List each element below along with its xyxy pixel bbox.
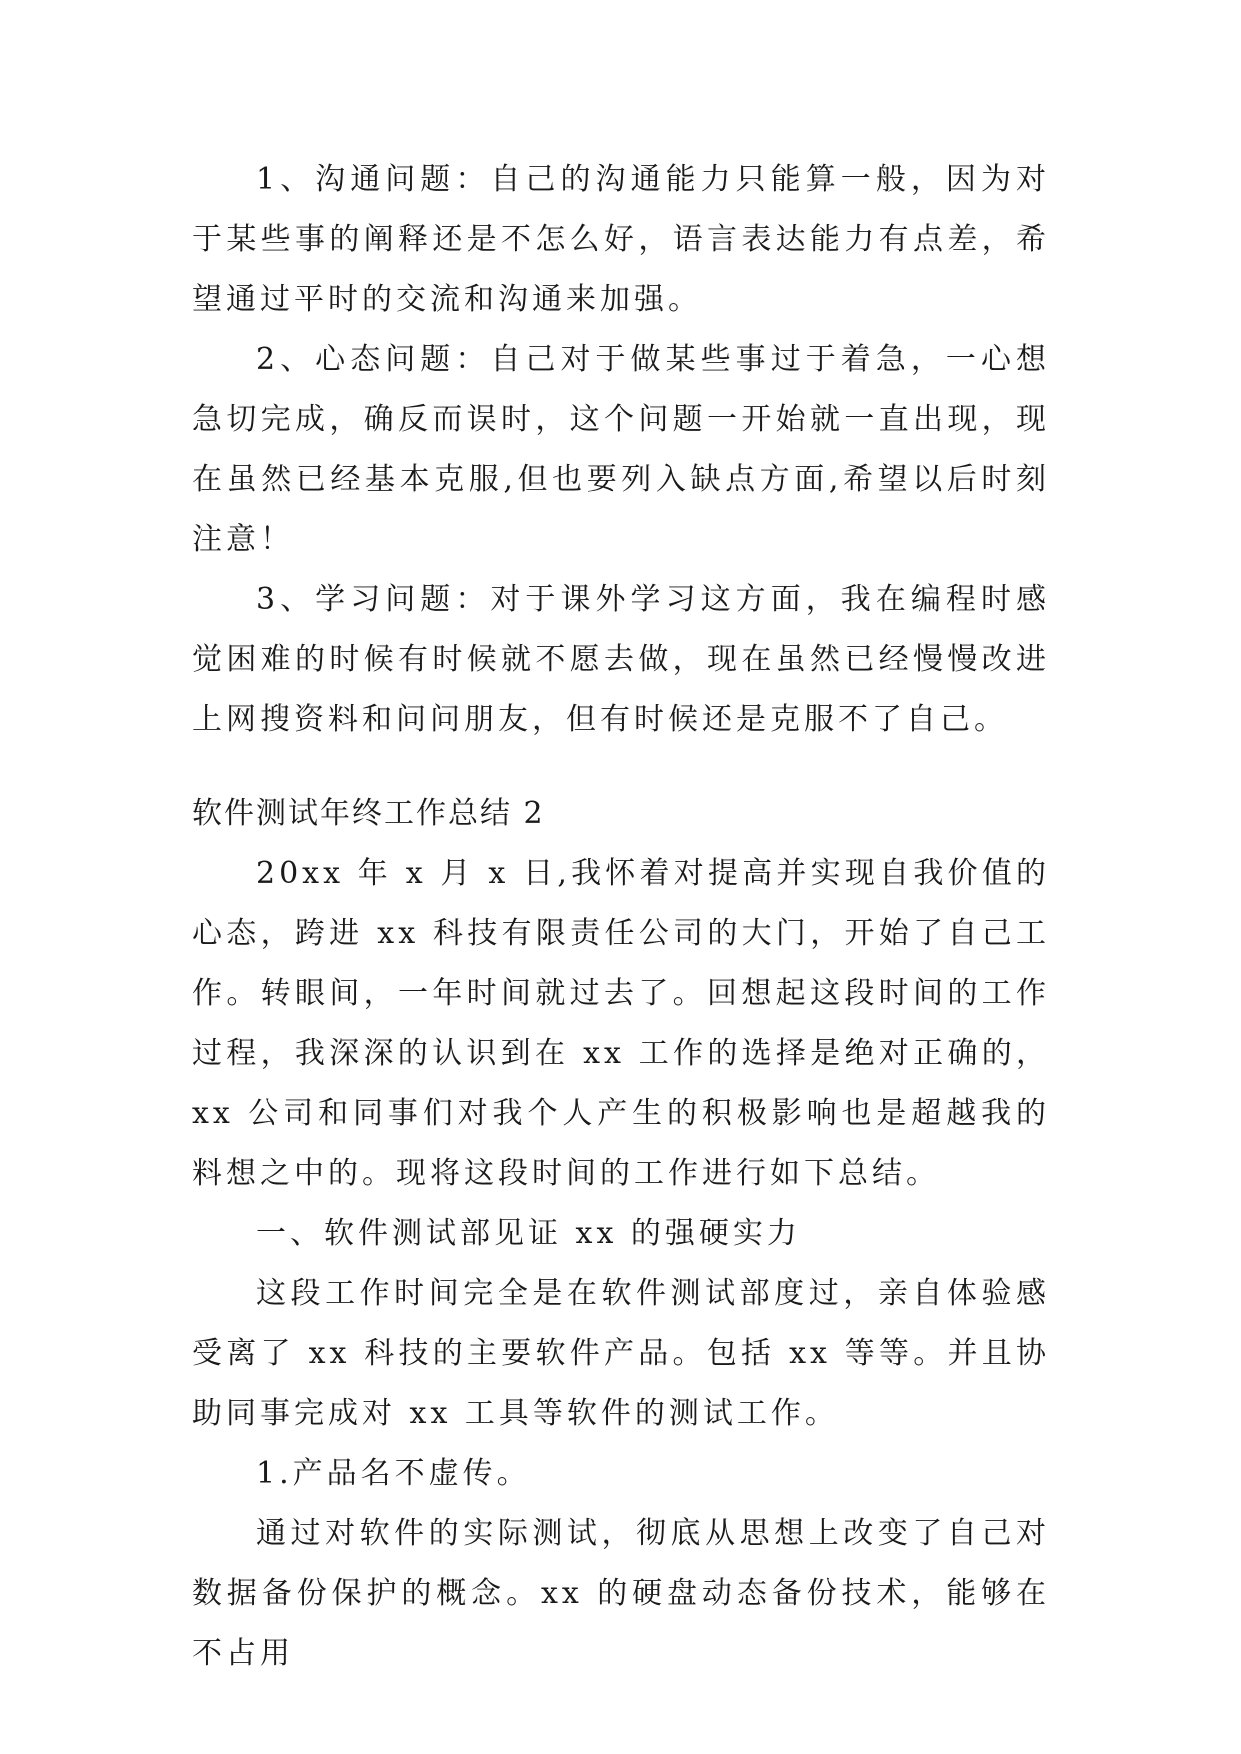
paragraph-subheading: 一、软件测试部见证 xx 的强硬实力	[256, 1216, 801, 1251]
paragraph-learning-issue: 3、学习问题：对于课外学习这方面，我在编程时感觉困难的时候有时候就不愿去做，现在虽然已经慢慢改进上网搜资料和问问朋友，但有时候还是克服不了自己。	[192, 582, 1050, 737]
paragraph-testing-work: 这段工作时间完全是在软件测试部度过，亲自体验感受离了 xx 科技的主要软件产品。包括 xx 等等。并且协助同事完成对 xx 工具等软件的测试工作。	[192, 1276, 1050, 1431]
paragraph-backup-concept: 通过对软件的实际测试，彻底从思想上改变了自己对数据备份保护的概念。xx 的硬盘动态备份技术，能够在不占用	[192, 1516, 1050, 1671]
section-title: 软件测试年终工作总结 2	[192, 796, 545, 831]
document-page	[192, 150, 1050, 1684]
paragraph-communication-issue: 1、沟通问题：自己的沟通能力只能算一般，因为对于某些事的阐释还是不怎么好，语言表达能力有点差，希望通过平时的交流和沟通来加强。	[192, 162, 1050, 317]
paragraph-product-point: 1.产品名不虚传。	[256, 1456, 531, 1491]
paragraph-intro: 20xx 年 x 月 x 日,我怀着对提高并实现自我价值的心态，跨进 xx 科技有限责任公司的大门，开始了自己工作。转眼间，一年时间就过去了。回想起这段时间的工作过程，我深深的认识到在 xx 工作的选择是绝对正确的，xx 公司和同事们对我个人产生的积极影响也是超越我的料想之中的。现将这段时间的工作进行如下总结。	[192, 856, 1050, 1191]
paragraph-mindset-issue: 2、心态问题：自己对于做某些事过于着急，一心想急切完成，确反而误时，这个问题一开始就一直出现，现在虽然已经基本克服,但也要列入缺点方面,希望以后时刻注意！	[192, 342, 1050, 557]
